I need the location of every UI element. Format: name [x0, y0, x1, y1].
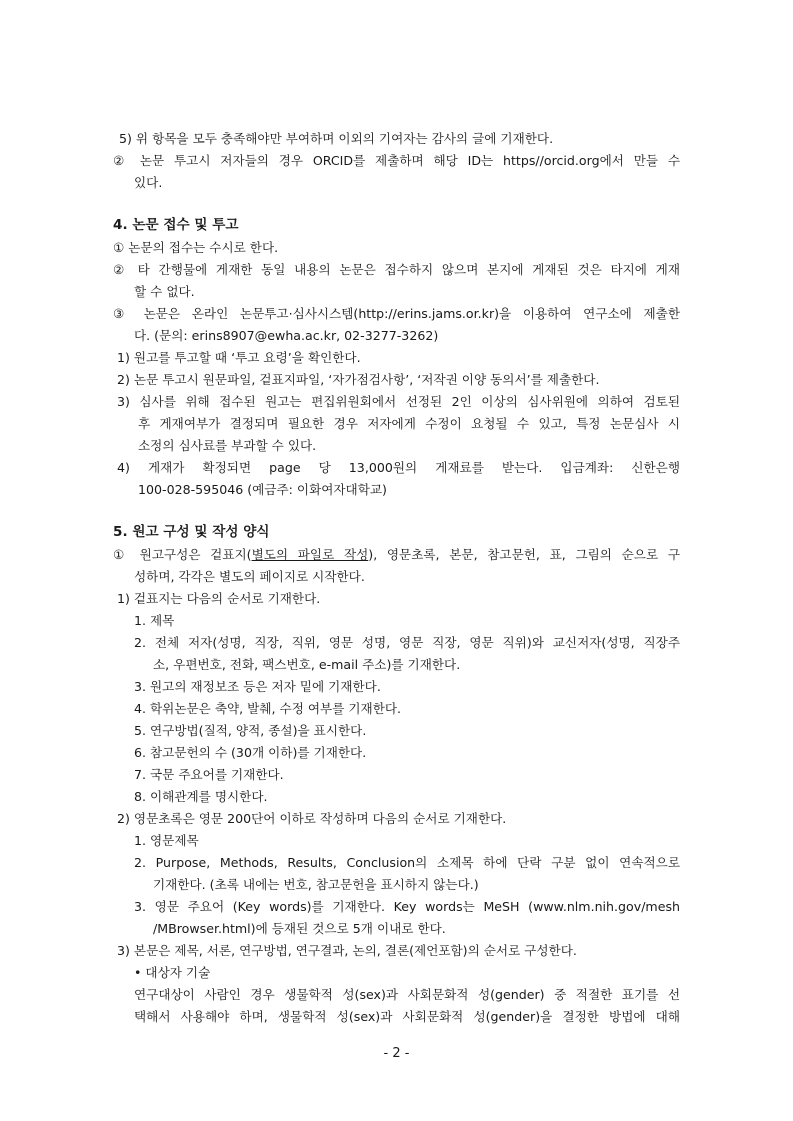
bullet-item: • 대상자 기술: [134, 965, 211, 980]
text-line: 소정의 심사료를 부과할 수 있다.: [138, 438, 317, 453]
underlined-text: 별도의 파일로 작성: [251, 547, 369, 562]
text-line: 기재한다. (초록 내에는 번호, 참고문헌을 표시하지 않는다.): [153, 877, 479, 892]
text-line: 3) 심사를 위해 접수된 원고는 편집위원회에서 선정된 2인 이상의 심사위원에 의하여 검토된: [117, 394, 680, 409]
text-line: 성하며, 각각은 별도의 페이지로 시작한다.: [134, 569, 365, 584]
text-line: 3) 본문은 제목, 서론, 연구방법, 연구결과, 논의, 결론(제언포함)의 순서로 구성한다.: [117, 943, 577, 958]
text-line: 할 수 없다.: [134, 284, 195, 299]
text-line: 다. (문의: erins8907@ewha.ac.kr, 02-3277-3262): [134, 328, 439, 343]
text-line: 있다.: [134, 175, 163, 190]
text-line: /MBrowser.html)에 등재된 것으로 5개 이내로 한다.: [153, 921, 446, 936]
text-line: 2. 전체 저자(성명, 직장, 직위, 영문 성명, 영문 직장, 영문 직위)와 교신저자(성명, 직장주: [134, 635, 680, 650]
text-line: 6. 참고문헌의 수 (30개 이하)를 기재한다.: [134, 745, 367, 760]
text-line: 5) 위 항목을 모두 충족해야만 부여하며 이외의 기여자는 감사의 글에 기재한다.: [119, 131, 554, 146]
text-line: 1) 겉표지는 다음의 순서로 기재한다.: [117, 591, 321, 606]
text-line: 100-028-595046 (예금주: 이화여자대학교): [138, 482, 387, 497]
text-line: 연구대상이 사람인 경우 생물학적 성(sex)과 사회문화적 성(gender) 중 적절한 표기를 선: [134, 987, 680, 1002]
text-line: 1) 원고를 투고할 때 ‘투고 요령’을 확인한다.: [117, 350, 361, 365]
text-line: 후 게재여부가 결정되며 필요한 경우 저자에게 수정이 요청될 수 있고, 특정 논문심사 시: [138, 416, 680, 431]
text-line: 3. 원고의 재정보조 등은 저자 밑에 기재한다.: [134, 679, 381, 694]
text-line: 7. 국문 주요어를 기재한다.: [134, 767, 284, 782]
text-line: 택해서 사용해야 하며, 생물학적 성(sex)과 사회문화적 성(gender)을 결정한 방법에 대해: [134, 1009, 680, 1024]
text-line: 8. 이해관계를 명시한다.: [134, 789, 268, 804]
text-line: ① 논문의 접수는 수시로 한다.: [113, 240, 279, 255]
page-number: - 2 -: [383, 1046, 410, 1061]
text-segment: ① 원고구성은 겉표지(: [113, 547, 252, 562]
text-line: 4. 학위논문은 축약, 발췌, 수정 여부를 기재한다.: [134, 701, 402, 716]
text-line: 2) 논문 투고시 원문파일, 겉표지파일, ‘자가점검사항’, ‘저작권 이양 동의서’를 제출한다.: [117, 372, 600, 387]
text-line: 1. 영문제목: [134, 833, 199, 848]
section-heading: 5. 원고 구성 및 작성 양식: [113, 524, 270, 540]
text-line: 2) 영문초록은 영문 200단어 이하로 작성하며 다음의 순서로 기재한다.: [117, 811, 507, 826]
text-line: 3. 영문 주요어 (Key words)를 기재한다. Key words는 MeSH (www.nlm.nih.gov/mesh: [134, 899, 680, 914]
text-line: 5. 연구방법(질적, 양적, 종설)을 표시한다.: [134, 723, 367, 738]
text-line: 2. Purpose, Methods, Results, Conclusion의 소제목 하에 단락 구분 없이 연속적으로: [134, 855, 680, 870]
text-line: ③ 논문은 온라인 논문투고·심사시스템(http://erins.jams.or.kr)을 이용하여 연구소에 제출한: [113, 306, 680, 321]
text-line: [113, 544, 680, 565]
text-line: 소, 우편번호, 전화, 팩스번호, e-mail 주소)를 기재한다.: [153, 657, 461, 672]
text-line: ② 타 간행물에 게재한 동일 내용의 논문은 접수하지 않으며 본지에 게재된 것은 타지에 게재: [113, 262, 680, 277]
text-line: ② 논문 투고시 저자들의 경우 ORCID를 제출하며 해당 ID는 https//orcid.org에서 만들 수: [113, 153, 680, 168]
text-segment: ), 영문초록, 본문, 참고문헌, 표, 그림의 순으로 구: [368, 547, 680, 562]
section-heading: 4. 논문 접수 및 투고: [113, 217, 239, 233]
text-line: 1. 제목: [134, 613, 175, 628]
text-line: 4) 게재가 확정되면 page 당 13,000원의 게재료를 받는다. 입금계좌: 신한은행: [117, 460, 680, 475]
